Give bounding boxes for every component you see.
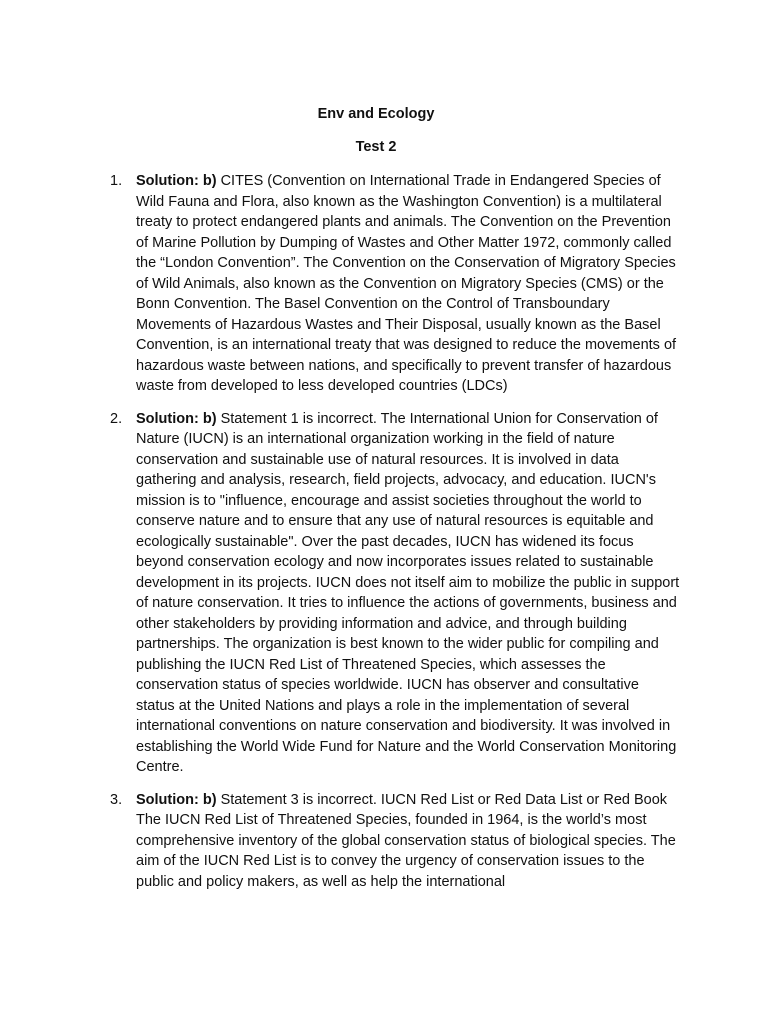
answer-item-2: [110, 409, 680, 778]
answer-number: 3.: [110, 791, 123, 808]
answer-text: Statement 1 is incorrect. The International Union for Conservation of Nature (IUCN) is an international organization working in the field of nature conservation and sustainable use of natural resources. It is involved in data gathering and analysis, research, field projects, advocacy, and education. IUCN's mission is to "influence, encourage and assist societies throughout the world to conserve nature and to ensure that any use of natural resources is equitable and ecologically sustainable". Over the past decades, IUCN has widened its focus beyond conservation ecology and now incorporates issues related to sustainable development in its projects. IUCN does not itself aim to mobilize the public in support of nature conservation. It tries to influence the actions of governments, business and other stakeholders by providing information and advice, and through building partnerships. The organization is best known to the wider public for compiling and publishing the IUCN Red List of Threatened Species, which assesses the conservation status of species worldwide. IUCN has observer and consultative status at the United Nations and plays a role in the implementation of several international conventions on nature conservation and biodiversity. It was involved in establishing the World Wide Fund for Nature and the World Conservation Monitoring Centre.: [136, 410, 680, 775]
answer-item-1: [110, 171, 680, 397]
answer-item-3: [110, 790, 680, 893]
document-title: Env and Ecology: [317, 106, 435, 122]
solution-label: Solution: b): [136, 173, 221, 189]
solution-label: Solution: b): [136, 410, 221, 427]
solution-label: Solution: b): [136, 791, 221, 808]
answer-list: [110, 171, 680, 904]
answer-number: 1.: [110, 173, 123, 189]
answer-text: Statement 3 is incorrect. IUCN Red List or Red Data List or Red Book The IUCN Red List of Threatened Species, founded in 1964, is the world’s most comprehensive inventory of the global conservation status of biological species. The aim of the IUCN Red List is to convey the urgency of conservation issues to the public and policy makers, as well as help the international: [136, 791, 676, 890]
answer-number: 2.: [110, 410, 123, 427]
answer-text: CITES (Convention on International Trade in Endangered Species of Wild Fauna and Flora, also known as the Washington Convention) is a multilateral treaty to protect endangered plants and animals. The Convention on the Prevention of Marine Pollution by Dumping of Wastes and Other Matter 1972, commonly called the “London Convention”. The Convention on the Conservation of Migratory Species of Wild Animals, also known as the Convention on Migratory Species (CMS) or the Bonn Convention. The Basel Convention on the Control of Transboundary Movements of Hazardous Wastes and Their Disposal, usually known as the Basel Convention, is an international treaty that was designed to reduce the movements of hazardous waste between nations, and specifically to prevent transfer of hazardous waste from developed to less developed countries (LDCs): [136, 173, 677, 394]
document-subtitle: Test 2: [355, 139, 397, 155]
